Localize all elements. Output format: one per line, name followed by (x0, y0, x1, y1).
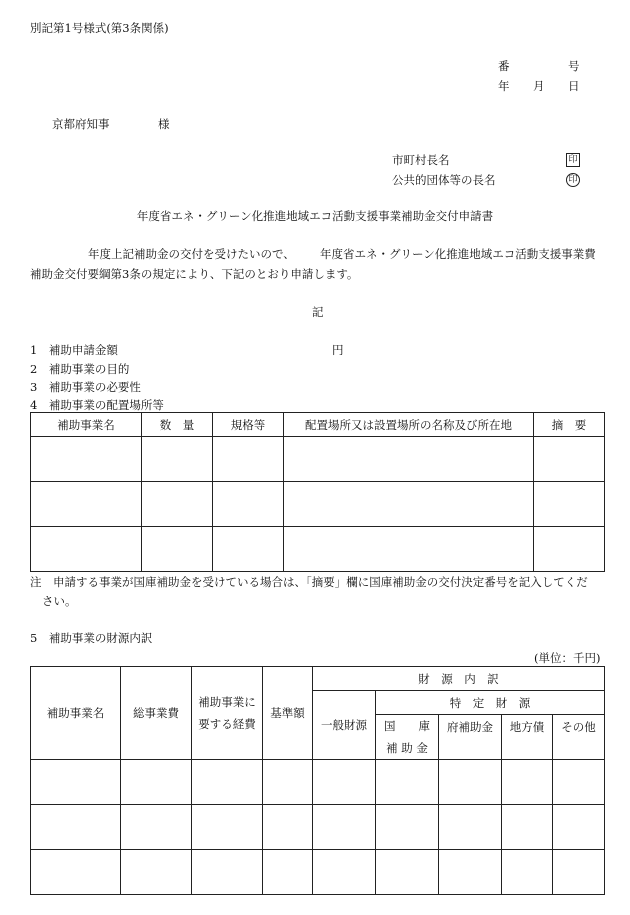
cell[interactable] (376, 850, 439, 895)
cell[interactable] (213, 527, 284, 572)
h-eligible-cost-line2: 要する経費 (198, 717, 256, 731)
date-day: 日 (568, 79, 580, 93)
h-project-name: 補助事業名 (31, 667, 121, 760)
cell[interactable] (376, 760, 439, 805)
header-remarks: 摘 要 (534, 413, 605, 437)
header-spec: 規格等 (213, 413, 284, 437)
section5-title: 5 補助事業の財源内訳 (30, 631, 153, 645)
cell[interactable] (213, 482, 284, 527)
table-row (31, 850, 605, 895)
cell[interactable] (121, 850, 192, 895)
date-month: 月 (533, 79, 545, 93)
body-line1b: 年度省エネ・グリーン化推進地域エコ活動支援事業費 (320, 247, 596, 261)
cell[interactable] (31, 482, 142, 527)
table-row (31, 527, 605, 572)
cell[interactable] (534, 437, 605, 482)
cell[interactable] (31, 437, 142, 482)
item-1: 1 補助申請金額 (30, 343, 118, 357)
number-label: 番 (498, 59, 510, 73)
cell[interactable] (284, 482, 534, 527)
mayor-label: 市町村長名 (392, 153, 450, 167)
cell[interactable] (284, 527, 534, 572)
placement-header-row (31, 413, 605, 437)
h-specific-funds: 特 定 財 源 (376, 691, 605, 715)
seal-char: 印 (566, 153, 580, 167)
cell[interactable] (263, 850, 313, 895)
h-other: その他 (553, 715, 605, 760)
cell[interactable] (502, 805, 553, 850)
h-general-funds: 一般財源 (313, 691, 376, 760)
cell[interactable] (142, 437, 213, 482)
cell[interactable] (439, 805, 502, 850)
cell[interactable] (31, 805, 121, 850)
h-pref-subsidy: 府補助金 (439, 715, 502, 760)
h-national-line1: 国 庫 (384, 719, 430, 733)
header-quantity: 数 量 (142, 413, 213, 437)
cell[interactable] (192, 760, 263, 805)
cell[interactable] (213, 437, 284, 482)
cell[interactable] (313, 760, 376, 805)
org-label: 公共的団体等の長名 (392, 173, 496, 187)
table-row (31, 805, 605, 850)
item-2: 2 補助事業の目的 (30, 362, 130, 376)
cell[interactable] (439, 850, 502, 895)
seal-char-round: 印 (566, 173, 580, 187)
header-location: 配置場所又は設置場所の名称及び所在地 (284, 413, 534, 437)
h-breakdown: 財 源 内 訳 (313, 667, 605, 691)
h-local-bond: 地方債 (502, 715, 553, 760)
cell[interactable] (192, 850, 263, 895)
note-line2: さい。 (42, 594, 77, 608)
seal-round-icon (566, 171, 580, 187)
cell[interactable] (121, 805, 192, 850)
h-eligible-cost-line1: 補助事業に (198, 695, 256, 709)
placement-table (30, 412, 605, 572)
ki-label: 記 (312, 305, 324, 319)
h-national-line2: 補 助 金 (386, 741, 428, 755)
section5-unit: (単位：千円) (534, 651, 601, 665)
cell[interactable] (31, 850, 121, 895)
cell[interactable] (192, 805, 263, 850)
document-title: 年度省エネ・グリーン化推進地域エコ活動支援事業補助金交付申請書 (136, 209, 494, 223)
h-eligible-cost (192, 667, 263, 760)
cell[interactable] (313, 805, 376, 850)
cell[interactable] (121, 760, 192, 805)
item-4: 4 補助事業の配置場所等 (30, 398, 164, 412)
body-line2: 補助金交付要綱第3条の規定により、下記のとおり申請します。 (30, 267, 359, 281)
seal-square-icon (566, 151, 580, 167)
cell[interactable] (313, 850, 376, 895)
cell[interactable] (439, 760, 502, 805)
cell[interactable] (263, 805, 313, 850)
date-year: 年 (498, 79, 510, 93)
addressee: 京都府知事 (52, 117, 110, 131)
table-row (31, 437, 605, 482)
number-suffix: 号 (568, 59, 580, 73)
item-3: 3 補助事業の必要性 (30, 380, 141, 394)
cell[interactable] (534, 482, 605, 527)
cell[interactable] (553, 805, 605, 850)
cell[interactable] (263, 760, 313, 805)
h-total-cost: 総事業費 (121, 667, 192, 760)
addressee-honorific: 様 (158, 117, 170, 131)
table-row (31, 760, 605, 805)
cell[interactable] (553, 760, 605, 805)
note-line1: 注 申請する事業が国庫補助金を受けている場合は、「摘要」欄に国庫補助金の交付決定番号を記入してくだ (30, 575, 588, 589)
cell[interactable] (502, 760, 553, 805)
cell[interactable] (376, 805, 439, 850)
cell[interactable] (142, 482, 213, 527)
cell[interactable] (553, 850, 605, 895)
funding-table (30, 666, 605, 895)
cell[interactable] (502, 850, 553, 895)
table-row (31, 482, 605, 527)
header-project-name: 補助事業名 (31, 413, 142, 437)
cell[interactable] (142, 527, 213, 572)
cell[interactable] (31, 760, 121, 805)
h-national-subsidy (376, 715, 439, 760)
cell[interactable] (284, 437, 534, 482)
item-1-unit: 円 (332, 343, 344, 357)
form-label: 別記第1号様式(第3条関係) (30, 21, 169, 35)
cell[interactable] (534, 527, 605, 572)
cell[interactable] (31, 527, 142, 572)
h-base-amount: 基準額 (263, 667, 313, 760)
body-line1a: 年度上記補助金の交付を受けたいので、 (88, 247, 295, 261)
